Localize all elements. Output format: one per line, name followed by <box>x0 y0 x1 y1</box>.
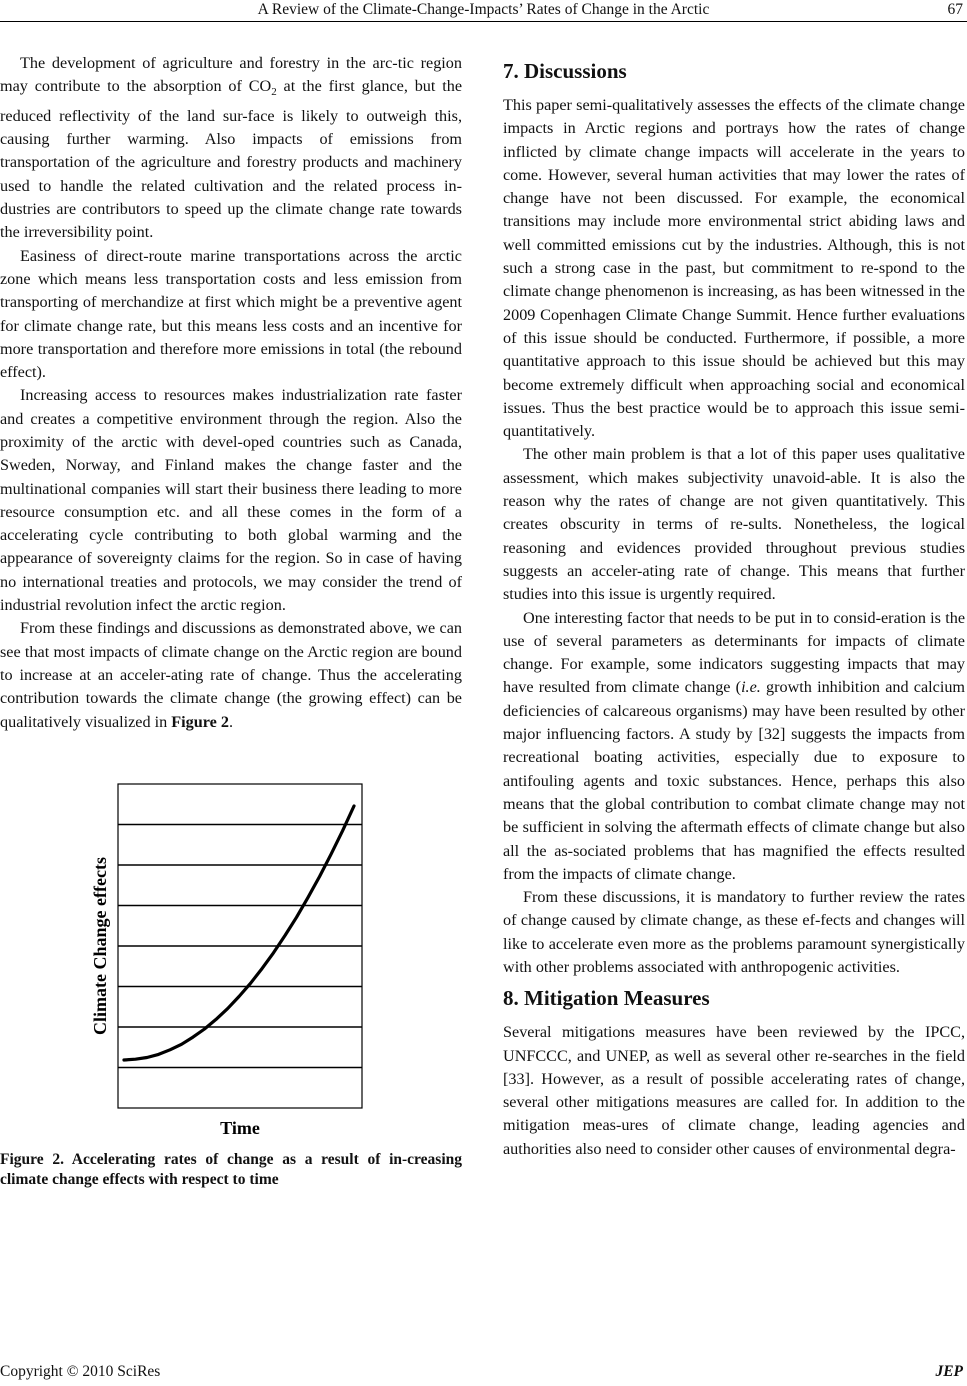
paragraph-text: . <box>228 712 234 731</box>
paragraph-text: growth inhibition and calcium deficiencies of calcareous organisms) may have been resulted by other major influencing factors. A study by [32] suggests the impacts from recreational boating activities, especially due to exposure to antifouling agents and toxic substances. Hence, perhaps this also means that the global contribution to combat climate change may not be sufficient in solving the aftermath effects of climate change but also all the as-sociated problems that has magnified the effects resulted from the impacts of climate change. <box>503 678 966 883</box>
x-axis-label: Time <box>220 1117 260 1138</box>
paragraph-discussion-1: This paper semi-qualitatively assesses the effects of the climate change impacts in Arctic regions and portrays how the rates of change inflicted by climate change impacts will accelerate in the years to come. However, several human activities that may lower the rates of change have not been discussed. For example, the economical transitions may include more environmental strict abiding laws and well committed emissions cut by the industries. Although, this is not such a strong case in the past, but commitment to re-spond to the climate change phenomenon is increasing, as has been witnessed in the 2009 Copenhagen Climate Change Summit. Hence further evaluations of this issue should be conducted. Furthermore, if possible, a more quantitative approach to this issue should be achieved but this may become extremely difficult when approaching social and economical issues. Thus the best practice would be to approach this issue semi-quantitatively. <box>503 96 965 441</box>
series-line <box>124 806 354 1060</box>
paragraph-marine-transport: Easiness of direct-route marine transportations across the arctic zone which means less transportation costs and less emission from transporting of merchandize at first which might be a preventive agent for climate change rate, but this means less costs and an incentive for more transportation and therefore more emissions in total (the rebound effect). <box>0 246 462 382</box>
figure-caption: Figure 2. Accelerating rates of change as a result of in-creasing climate change effects with respect to time <box>0 1150 462 1188</box>
running-header <box>0 0 967 24</box>
italic-ie: i.e. <box>741 678 761 697</box>
header-rule <box>0 21 967 22</box>
paragraph-text: The development of agriculture and forestry in the arc-tic region may contribute to the absorption of CO <box>0 54 462 96</box>
page-number: 67 <box>947 1 963 18</box>
y-axis-label: Climate Change effects <box>90 856 110 1035</box>
chart-svg <box>0 756 462 1146</box>
heading-discussions: 7. Discussions <box>503 59 627 83</box>
right-column <box>503 52 965 1161</box>
copyright-text: Copyright © 2010 SciRes <box>0 1363 161 1380</box>
paragraph-text: One interesting factor that needs to be put in to consid-eration is the use of several parameters as determinants for impacts of climate change. For example, some indicators suggesting impacts that may have resulted from climate change ( <box>503 608 965 697</box>
subscript-2: 2 <box>271 86 277 99</box>
paragraph-resources: Increasing access to resources makes industrialization rate faster and creates a competitive environment through the region. Also the proximity of the arctic with devel-oped countries such as Canada, Sweden, Norway, and Finland makes the change faster and the multinational companies will start their business there leading to more resource consumption etc. and all these comes in the form of a accelerating cycle contributing to both global warming and the appearance of sovereignty claims for the region. So in case of having no international treaties and protocols, we may consider the trend of industrial revolution infect the arctic region. <box>0 386 462 615</box>
left-column <box>0 52 462 1190</box>
running-title: A Review of the Climate-Change-Impacts’ Rates of Change in the Arctic <box>257 1 710 18</box>
figure-2 <box>0 756 462 1146</box>
paragraph-discussion-2: The other main problem is that a lot of this paper uses qualitative assessment, which makes subjectivity unavoid-able. It is also the reason why the rates of change are not given quantitatively. This creates obscurity in terms of re-sults. Nonetheless, the logical reasoning and evidences provided throughout previous studies suggests an acceler-ating rate of change. This means that further studies into this issue is urgently required. <box>503 445 965 604</box>
figure-reference: Figure 2 <box>171 712 229 731</box>
page-footer <box>0 1358 967 1382</box>
paragraph-discussion-3 <box>503 607 965 887</box>
paragraph-agriculture <box>0 52 462 245</box>
paragraph-mitigation: Several mitigations measures have been reviewed by the IPCC, UNFCCC, and UNEP, as well as several other re-searches in the field [33]. However, as a result of possible accelerating rates of change, several other mitigations measures are called for. In addition to the mitigation meas-ures of climate change, leading agencies and authorities also need to consider other causes of environmental degra- <box>503 1023 965 1158</box>
journal-abbrev: JEP <box>935 1363 963 1380</box>
paragraph-text: From these findings and discussions as demonstrated above, we can see that most impacts of climate change on the Arctic region are bound to increase at an acceler-ating rate of change. Thus the accelerating contribution towards the climate change (the growing effect) can be qualitatively visualized in <box>0 619 462 731</box>
paragraph-findings <box>0 617 462 733</box>
paragraph-text: at the first glance, but the reduced reflectivity of the land sur-face is likely to outweigh this, causing further warming. Also impacts of emissions from transportation of the agriculture and forestry products and machinery used to handle the related cultivation and the related process in-dustries are contributors to speed up the climate change rate towards the irreversibility point. <box>0 77 462 242</box>
heading-mitigation: 8. Mitigation Measures <box>503 986 710 1011</box>
paragraph-discussion-4: From these discussions, it is mandatory to further review the rates of change caused by climate change, as these ef-fects and changes will like to accelerate even more as the problems paramount synergistically with other problems associated with anthropogenic activities. <box>503 888 965 976</box>
